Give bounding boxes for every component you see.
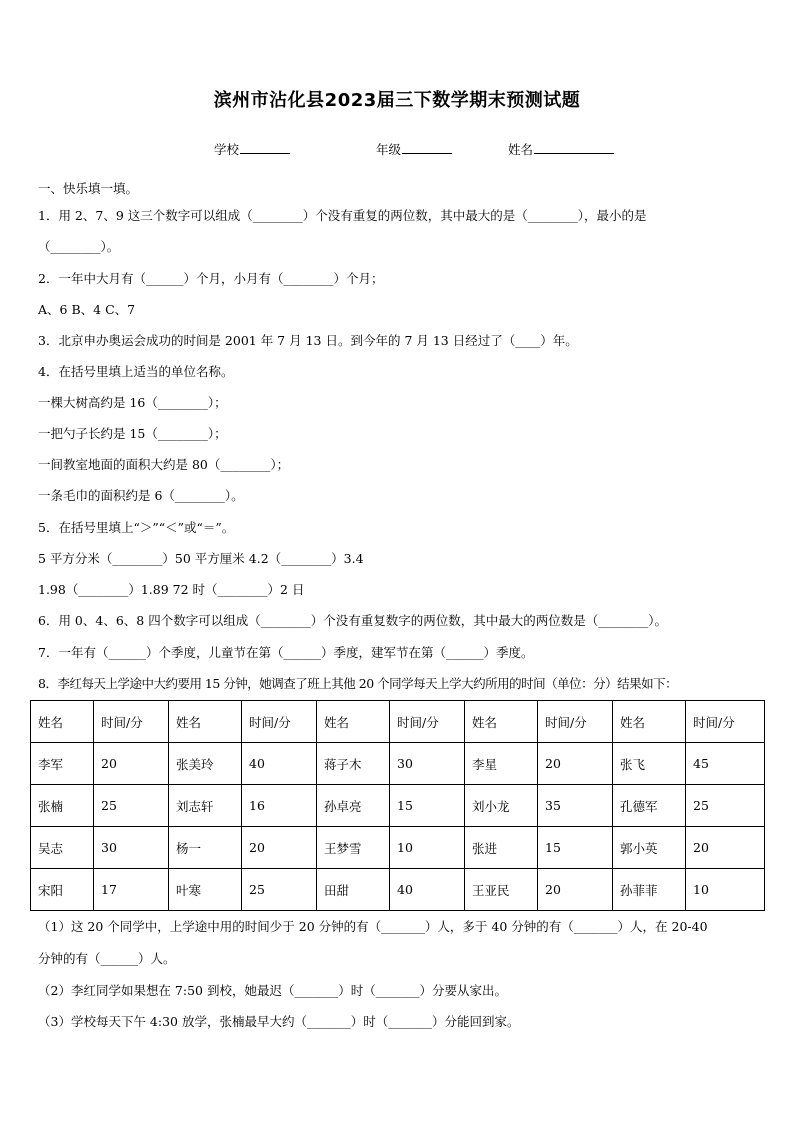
table-cell: 张楠 [31,785,94,827]
table-cell: 宋阳 [31,869,94,911]
question-4-item-3: 一间教室地面的面积大约是 80（________）； [38,457,290,472]
name-label: 姓名 [508,142,534,157]
table-cell: 15 [538,827,613,869]
question-1-cont: （________）。 [38,239,120,254]
table-cell: 孔德军 [613,785,686,827]
table-cell: 吴志 [31,827,94,869]
table-cell: 10 [390,827,465,869]
table-cell: 杨一 [169,827,242,869]
table-cell: 17 [94,869,169,911]
table-cell: 25 [686,785,765,827]
page-title: 滨州市沾化县2023届三下数学期末预测试题 [213,90,581,111]
table-header-row [31,701,765,743]
school-label: 学校 [214,142,240,157]
question-5-row-1: 5 平方分米（________）50 平方厘米 4.2（________）3.4 [38,551,364,566]
table-row [31,827,765,869]
question-4-item-1: 一棵大树高约是 16（________）； [38,395,227,410]
header-cell: 时间/分 [390,701,465,743]
table-cell: 王梦雪 [317,827,390,869]
question-8-part-1-cont: 分钟的有（______）人。 [38,951,176,966]
table-cell: 16 [242,785,317,827]
table-cell: 田甜 [317,869,390,911]
table-cell: 25 [94,785,169,827]
table-cell: 20 [242,827,317,869]
table-cell: 25 [242,869,317,911]
header-cell: 姓名 [613,701,686,743]
question-4-item-4: 一条毛巾的面积约是 6（________）。 [38,488,244,503]
table-cell: 30 [94,827,169,869]
question-5: 5．在括号里填上“＞”“＜”或“＝”。 [38,520,235,535]
table-row [31,785,765,827]
table-cell: 叶寒 [169,869,242,911]
table-cell: 王亚民 [465,869,538,911]
grade-blank [402,141,452,154]
header-cell: 姓名 [465,701,538,743]
header-cell: 时间/分 [242,701,317,743]
school-field [214,140,290,158]
question-2: 2．一年中大月有（______）个月，小月有（________）个月； [38,271,384,286]
table-cell: 张飞 [613,743,686,785]
table-cell: 45 [686,743,765,785]
table-cell: 20 [686,827,765,869]
question-8: 8．李红每天上学途中大约要用 15 分钟，她调查了班上其他 20 个同学每天上学大约所用的时间（单位：分）结果如下： [38,676,678,691]
commute-time-table [30,700,765,911]
table-cell: 30 [390,743,465,785]
question-8-part-1: （1）这 20 个同学中，上学途中用的时间少于 20 分钟的有（_______）人，多于 40 分钟的有（_______）人，在 20-40 [38,919,708,934]
section-heading: 一、快乐填一填。 [38,181,139,196]
question-8-part-2: （2）李红同学如果想在 7:50 到校，她最迟（_______）时（_______）分要从家出。 [38,983,507,998]
grade-label: 年级 [376,142,402,157]
table-cell: 刘小龙 [465,785,538,827]
header-cell: 姓名 [31,701,94,743]
table-cell: 20 [538,869,613,911]
grade-field [376,140,452,158]
question-7: 7．一年有（______）个季度，儿童节在第（______）季度，建军节在第（______）季度。 [38,645,534,660]
header-cell: 时间/分 [94,701,169,743]
table-cell: 李星 [465,743,538,785]
header-cell: 姓名 [169,701,242,743]
name-blank [534,141,614,154]
table-cell: 40 [242,743,317,785]
question-4: 4．在括号里填上适当的单位名称。 [38,364,234,379]
school-blank [240,141,290,154]
question-4-item-2: 一把勺子长约是 15（________）； [38,426,227,441]
question-1: 1．用 2、7、9 这三个数字可以组成（________）个没有重复的两位数，其中最大的是（________），最小的是 [38,208,647,223]
question-5-row-2: 1.98（________）1.89 72 时（________）2 日 [38,582,305,597]
header-cell: 时间/分 [686,701,765,743]
name-field [508,140,614,158]
table-cell: 孙卓亮 [317,785,390,827]
table-cell: 郭小英 [613,827,686,869]
table-cell: 张美玲 [169,743,242,785]
question-8-part-3: （3）学校每天下午 4:30 放学，张楠最早大约（_______）时（_______）分能回到家。 [38,1014,520,1029]
table-cell: 10 [686,869,765,911]
table-cell: 35 [538,785,613,827]
header-cell: 时间/分 [538,701,613,743]
table-cell: 张进 [465,827,538,869]
table-cell: 孙菲菲 [613,869,686,911]
table-cell: 15 [390,785,465,827]
table-cell: 刘志轩 [169,785,242,827]
question-2-options: A、6 B、4 C、7 [38,302,136,317]
table-cell: 20 [94,743,169,785]
table-cell: 40 [390,869,465,911]
header-cell: 姓名 [317,701,390,743]
table-cell: 蒋子木 [317,743,390,785]
question-3: 3．北京申办奥运会成功的时间是 2001 年 7 月 13 日。到今年的 7 月 13 日经过了（____）年。 [38,333,578,348]
table-row [31,743,765,785]
question-6: 6．用 0、4、6、8 四个数字可以组成（________）个没有重复数字的两位数，其中最大的两位数是（________）。 [38,613,667,628]
table-row [31,869,765,911]
table-cell: 20 [538,743,613,785]
table-cell: 李军 [31,743,94,785]
